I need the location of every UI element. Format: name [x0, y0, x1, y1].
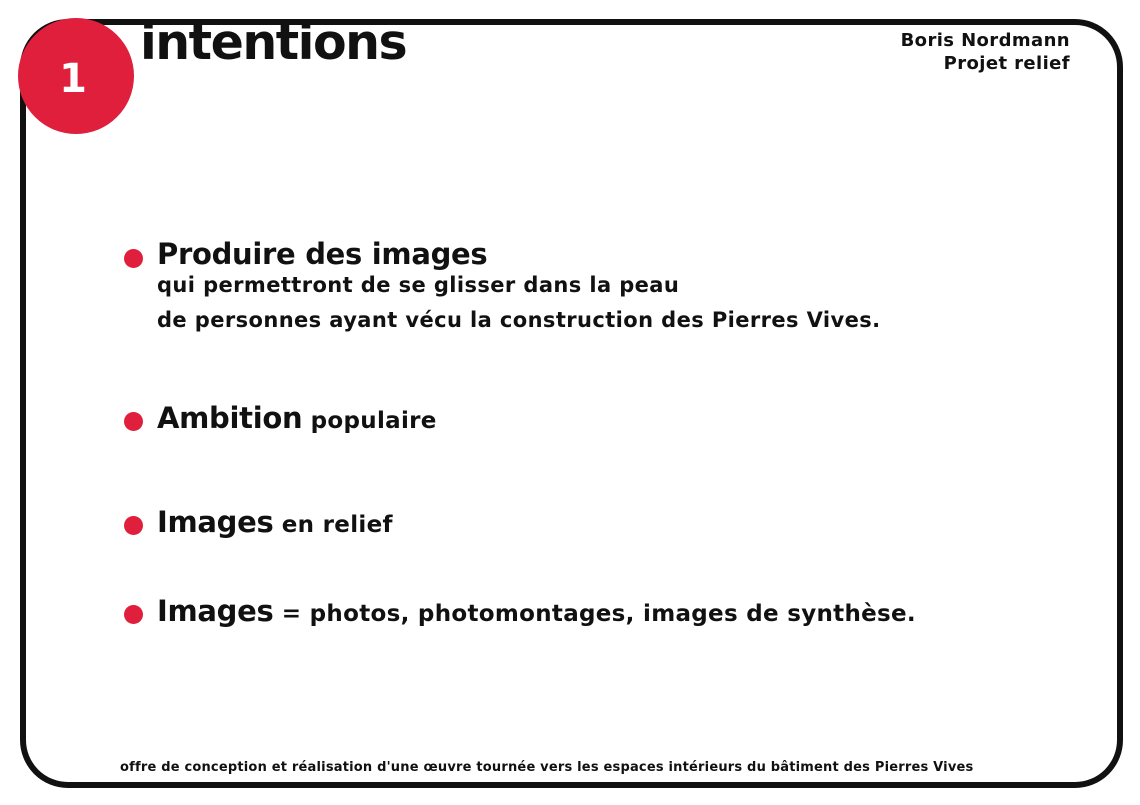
bullet-text — [157, 398, 437, 443]
author-name: Boris Nordmann — [900, 30, 1070, 51]
bullet-lead: Produire des images — [157, 237, 488, 271]
bullet-text — [157, 237, 881, 338]
bullet-rest: en relief — [273, 512, 393, 538]
bullet-dot — [124, 605, 143, 624]
bullet-lead: Ambition — [157, 401, 303, 435]
bullet-text — [157, 502, 393, 547]
slide-number: 1 — [59, 56, 87, 102]
bullet-dot — [124, 249, 143, 268]
bullet-line: de personnes ayant vécu la construction des Pierres Vives. — [157, 308, 881, 332]
bullet-dot — [124, 412, 143, 431]
bullet-lead: Images — [157, 505, 274, 539]
bullet-line: qui permettront de se glisser dans la peau — [157, 273, 680, 297]
footer-text: offre de conception et réalisation d'une œuvre tournée vers les espaces intérieurs du bâtiment des Pierres Vives — [120, 760, 974, 775]
slide-title: intentions — [140, 14, 407, 71]
bullet-text — [157, 591, 916, 636]
author-block — [901, 29, 1070, 75]
bullet-dot — [124, 516, 143, 535]
slide-number-badge — [18, 18, 134, 134]
bullet-lead: Images — [157, 594, 274, 628]
bullet-rest: populaire — [302, 408, 437, 434]
bullet-rest: = photos, photomontages, images de synthèse. — [273, 601, 916, 627]
project-name: Projet relief — [943, 53, 1070, 74]
